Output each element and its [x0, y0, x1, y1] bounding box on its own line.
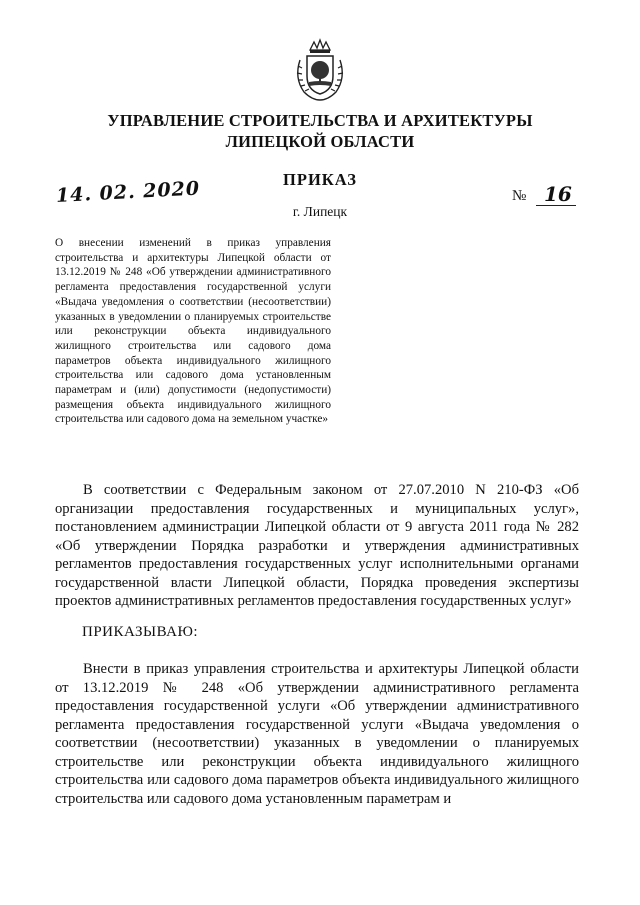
handwritten-number: 16 [544, 182, 572, 206]
preamble-paragraph: В соответствии с Федеральным законом от 27.07.2010 N 210-ФЗ «Об организации предоставления государственных и муниципальных услуг», постановлением администрации Липецкой области от 9 августа 2011 года № 282 «Об утверждении Порядка разработки и утверждения административных регламентов предоставления государственных услуг исполнительными органами государственной власти Липецкой области, Порядка проведения экспертизы проектов административных регламентов предоставления государственных услуг» [55, 482, 579, 609]
document-subject: О внесении изменений в приказ управления строительства и архитектуры Липецкой области от 13.12.2019 № 248 «Об утверждении административного регламента предоставления государственной услуги «Выдача уведомления о соответствии (несоответствии) указанных в уведомлении о планируемых строительстве или реконструкции объекта индивидуального жилищного строительства или садового дома параметров объекта индивидуального жилищного строительства или садового дома установленным параметрам и (или) допустимости (недопустимости) размещения объекта индивидуального жилищного строительства или садового дома на земельном участке» [55, 237, 331, 426]
document-type: ПРИКАЗ [283, 170, 357, 189]
handwritten-date: 14. 02. 2020 [55, 177, 201, 207]
order-paragraph: Внести в приказ управления строительства и архитектуры Липецкой области от 13.12.2019 № 248 «Об утверждении административного регламента предоставления государственной услуги «Об утверждении административного регламента предоставления государственной услуги «Выдача уведомления о соответствии (несоответствии) указанных в уведомлении о планируемых строительстве или реконструкции объекта индивидуального жилищного строительства или садового дома параметров объекта индивидуального жилищного строительства или садового дома установленным параметрам и [55, 661, 579, 807]
organization-name-line1: УПРАВЛЕНИЕ СТРОИТЕЛЬСТВА И АРХИТЕКТУРЫ [107, 111, 533, 130]
organization-name-line2: ЛИПЕЦКОЙ ОБЛАСТИ [225, 132, 415, 151]
city-name: г. Липецк [292, 204, 348, 219]
coat-of-arms-icon [290, 38, 350, 102]
number-sign: № [512, 188, 527, 204]
order-word: ПРИКАЗЫВАЮ: [82, 624, 199, 640]
